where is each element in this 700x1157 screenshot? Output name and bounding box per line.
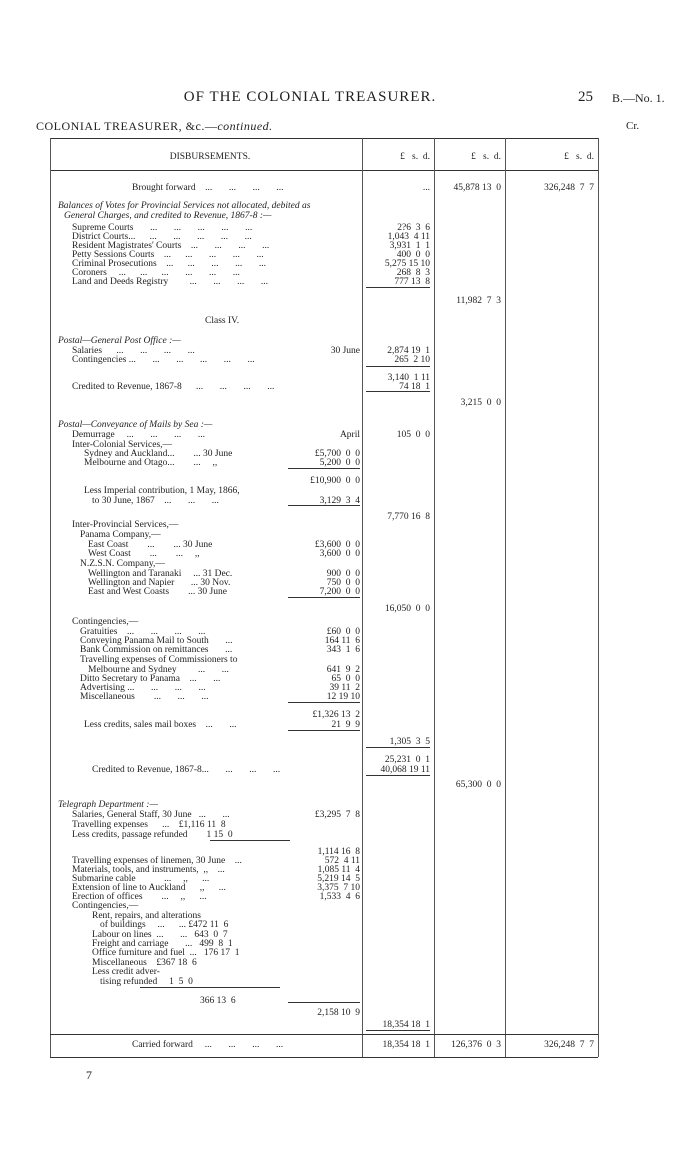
ledger-line-label: Resident Magistrates' Courts ... ... ... ...	[72, 241, 270, 251]
sum-rule	[366, 1030, 430, 1031]
ledger-amount: 572 4 11	[324, 856, 360, 866]
ledger-amount: 2?6 3 6	[397, 223, 430, 233]
ledger-amount: 16,050 0 0	[384, 604, 430, 614]
ledger-amount: 3,129 3 4	[319, 496, 360, 506]
ledger-line-label: Less Imperial contribution, 1 May, 1866,	[84, 486, 240, 496]
ledger-amount: 65,300 0 0	[455, 780, 501, 790]
ledger-amount: 3,375 7 10	[317, 883, 360, 893]
ledger-amount: 11,982 7 3	[456, 296, 501, 306]
sum-rule	[288, 468, 360, 469]
ledger-line-label: Less credits, sales mail boxes ... ...	[84, 720, 237, 730]
ledger-amount: 5,219 14 5	[317, 874, 360, 884]
sum-rule	[288, 1002, 360, 1003]
sum-rule	[366, 287, 430, 288]
footer-page-mark: 7	[86, 1068, 92, 1082]
ledger-line-label: Salaries, General Staff, 30 June ... ...	[72, 810, 230, 820]
sum-rule	[288, 730, 360, 731]
ledger-line-label: Credited to Revenue, 1867-8 ... ... ... ...	[72, 382, 275, 392]
ledger-amount: 12 19 10	[326, 692, 360, 702]
table-left-rule	[50, 138, 51, 1057]
ledger-line-label: Less credits, passage refunded 1 15 0	[72, 830, 233, 840]
ledger-line-label: Travelling expenses ... £1,116 11 8	[72, 820, 226, 830]
ledger-line-label: Petty Sessions Courts ... ... ... ... ...	[72, 250, 264, 260]
ledger-amount: 2,158 10 9	[317, 1008, 360, 1018]
ledger-amount: 5,275 15 10	[384, 259, 430, 269]
credit-side-label: Cr.	[626, 120, 640, 132]
ledger-line-label: Less credit adver-	[92, 967, 160, 977]
page-number: 25	[578, 89, 593, 105]
table-bottom-rule	[50, 1057, 598, 1058]
ledger-line-label: Gratuities ... ... ... ...	[80, 627, 206, 637]
sum-rule	[210, 840, 290, 841]
column-divider-2	[434, 138, 435, 1057]
ledger-line-label: N.Z.S.N. Company,—	[80, 559, 165, 569]
ledger-line-label: Labour on lines ... ... 643 0 7	[92, 930, 228, 940]
ledger-line-label: Wellington and Taranaki ... 31 Dec.	[88, 569, 233, 579]
paper-reference: B.—No. 1.	[612, 91, 665, 105]
ledger-line-label: Melbourne and Otago... ... ,,	[84, 458, 218, 468]
column-divider-1	[362, 138, 363, 1057]
ledger-line-label: to 30 June, 1867 ... ... ...	[92, 496, 219, 506]
ledger-line-label: Extension of line to Auckland ,, ...	[72, 883, 226, 893]
ledger-line-label: Panama Company,—	[80, 530, 161, 540]
ledger-line-label: Submarine cable ... ,, ...	[72, 874, 210, 884]
column-header-amount-2: £ s. d.	[471, 152, 501, 162]
ledger-amount: 126,376 0 3	[451, 1040, 501, 1050]
ledger-line-label: Travelling expenses of linemen, 30 June ...	[72, 856, 242, 866]
ledger-amount: 265 2 10	[394, 355, 430, 365]
ledger-amount: 18,354 18 1	[382, 1020, 430, 1030]
ledger-amount: £5,700 0 0	[314, 449, 360, 459]
ledger-amount: 74 18 1	[399, 382, 430, 392]
sum-rule	[366, 747, 430, 748]
ledger-amount: £60 0 0	[326, 627, 360, 637]
ledger-amount: 3,140 1 11	[387, 373, 430, 383]
ledger-amount: 21 9 9	[331, 720, 360, 730]
column-header-amount-3: £ s. d.	[564, 152, 594, 162]
ledger-line-label: Brought forward ... ... ... ...	[132, 183, 284, 193]
ledger-amount: 641 9 2	[326, 665, 360, 675]
ledger-line-label: Inter-Colonial Services,—	[72, 440, 173, 450]
ledger-line-label: West Coast ... ... ,,	[88, 549, 200, 559]
ledger-line-label: Bank Commission on remittances ...	[80, 645, 233, 655]
ledger-amount: 3,600 0 0	[319, 549, 360, 559]
ledger-amount: £1,326 13 2	[312, 710, 360, 720]
ledger-line-label: Criminal Prosecutions ... ... ... ... ...	[72, 259, 266, 269]
sum-rule	[140, 987, 280, 988]
ledger-line-label: Land and Deeds Registry ... ... ... ...	[72, 277, 269, 287]
ledger-amount: 1,085 11 4	[317, 865, 360, 875]
ledger-amount: 25,231 0 1	[384, 755, 430, 765]
ledger-line-label: Postal—Conveyance of Mails by Sea :—	[58, 420, 213, 430]
ledger-line-label: Telegraph Department :—	[58, 800, 158, 810]
ledger-amount: £10,900 0 0	[310, 476, 360, 486]
ledger-line-label: Miscellaneous £367 18 6	[92, 958, 197, 968]
ledger-amount: 2,874 19 1	[387, 346, 430, 356]
carried-forward-rule	[50, 1034, 598, 1035]
ledger-line-label: Postal—General Post Office :—	[58, 336, 181, 346]
ledger-amount: 1,533 4 6	[319, 892, 360, 902]
ledger-line-label: Demurrage ... ... ... ...	[72, 430, 205, 440]
ledger-line-label: Contingencies,—	[72, 901, 139, 911]
ledger-line-label: Freight and carriage ... 499 8 1	[92, 939, 233, 949]
ledger-line-label: Conveying Panama Mail to South ...	[80, 636, 233, 646]
ledger-line-label: Materials, tools, and instruments, ,, ...	[72, 865, 225, 875]
column-header-disbursements: DISBURSEMENTS.	[169, 152, 251, 162]
page-header-title: OF THE COLONIAL TREASURER.	[183, 89, 437, 105]
ledger-amount: 1,114 16 8	[317, 847, 360, 857]
section-title	[36, 119, 273, 134]
ledger-line-label: Ditto Secretary to Panama ... ...	[80, 674, 221, 684]
ledger-line-label: Rent, repairs, and alterations	[92, 911, 201, 921]
ledger-line-label: Class IV.	[205, 316, 240, 326]
ledger-amount: 40,068 19 11	[380, 765, 430, 775]
ledger-amount: 7,200 0 0	[319, 587, 360, 597]
ledger-amount: 3,215 0 0	[460, 398, 501, 408]
ledger-amount: 900 0 0	[326, 569, 360, 579]
ledger-amount: 5,200 0 0	[319, 458, 360, 468]
ledger-line-label: District Courts... ... ... ... ... ...	[72, 232, 252, 242]
ledger-amount: 268 8 3	[396, 268, 430, 278]
section-title-main: COLONIAL TREASURER, &c.—	[36, 119, 218, 133]
sum-rule	[288, 597, 360, 598]
ledger-amount: 326,248 7 7	[544, 1040, 594, 1050]
column-header-amount-1: £ s. d.	[400, 152, 430, 162]
table-header-rule	[50, 170, 598, 171]
ledger-line-label: Inter-Provincial Services,—	[72, 520, 179, 530]
ledger-line-label: Contingencies,—	[72, 617, 139, 627]
ledger-line-label: Carried forward ... ... ... ...	[132, 1040, 284, 1050]
ledger-line-label: Melbourne and Sydney ... ...	[88, 665, 229, 675]
sum-rule	[366, 775, 430, 776]
ledger-line-label: Balances of Votes for Provincial Services not allocated, debited as	[58, 201, 311, 211]
ledger-line-label: East and West Coasts ... 30 June	[88, 587, 227, 597]
ledger-amount: £3,295 7 8	[314, 810, 360, 820]
sum-rule	[366, 366, 430, 367]
ledger-amount: ...	[422, 183, 430, 193]
ledger-amount: 1,043 4 11	[387, 232, 430, 242]
ledger-amount: April	[339, 430, 360, 440]
ledger-amount: 30 June	[330, 346, 360, 356]
ledger-line-label: Sydney and Auckland... ... 30 June	[84, 449, 233, 459]
ledger-line-label: Erection of offices ... ,, ...	[72, 892, 207, 902]
column-divider-3	[505, 138, 506, 1057]
table-top-rule	[50, 138, 598, 139]
ledger-line-label: Credited to Revenue, 1867-8... ... ... ...	[92, 765, 281, 775]
table-right-rule	[598, 138, 599, 1057]
ledger-line-label: Contingencies ... ... ... ... ... ...	[72, 355, 255, 365]
ledger-amount: 45,878 13 0	[453, 183, 501, 193]
ledger-amount: 400 0 0	[396, 250, 430, 260]
ledger-amount: 1,305 3 5	[389, 737, 430, 747]
ledger-line-label: 366 13 6	[200, 996, 236, 1006]
ledger-amount: 164 11 6	[324, 636, 360, 646]
ledger-amount: 750 0 0	[326, 578, 360, 588]
ledger-line-label: of buildings ... ... £472 11 6	[100, 920, 229, 930]
ledger-line-label: Advertising ... ... ... ...	[80, 683, 206, 693]
ledger-line-label: East Coast ... ... 30 June	[88, 540, 213, 550]
section-title-suffix: continued.	[217, 119, 273, 133]
ledger-line-label: Coroners ... ... ... ... ... ...	[72, 268, 240, 278]
ledger-amount: 326,248 7 7	[544, 183, 594, 193]
ledger-amount: 343 1 6	[326, 645, 360, 655]
ledger-line-label: Miscellaneous ... ... ...	[80, 692, 209, 702]
ledger-line-label: tising refunded 1 5 0	[100, 977, 193, 987]
ledger-amount: 3,931 1 1	[389, 241, 430, 251]
ledger-line-label: Office furniture and fuel ... 176 17 1	[92, 948, 240, 958]
ledger-amount: 777 13 8	[394, 277, 430, 287]
ledger-amount: 105 0 0	[396, 430, 430, 440]
ledger-amount: £3,600 0 0	[314, 540, 360, 550]
ledger-amount: 39 11 2	[329, 683, 360, 693]
ledger-line-label: General Charges, and credited to Revenue, 1867-8 :—	[64, 211, 272, 221]
ledger-amount: 7,770 16 8	[387, 512, 430, 522]
ledger-line-label: Travelling expenses of Commissioners to	[80, 655, 238, 665]
ledger-amount: 18,354 18 1	[382, 1040, 430, 1050]
ledger-line-label: Salaries ... ... ... ...	[72, 346, 195, 356]
sum-rule	[288, 702, 360, 703]
ledger-amount: 65 0 0	[331, 674, 360, 684]
ledger-line-label: Wellington and Napier ... 30 Nov.	[88, 578, 231, 588]
ledger-line-label: Supreme Courts ... ... ... ... ...	[72, 223, 253, 233]
